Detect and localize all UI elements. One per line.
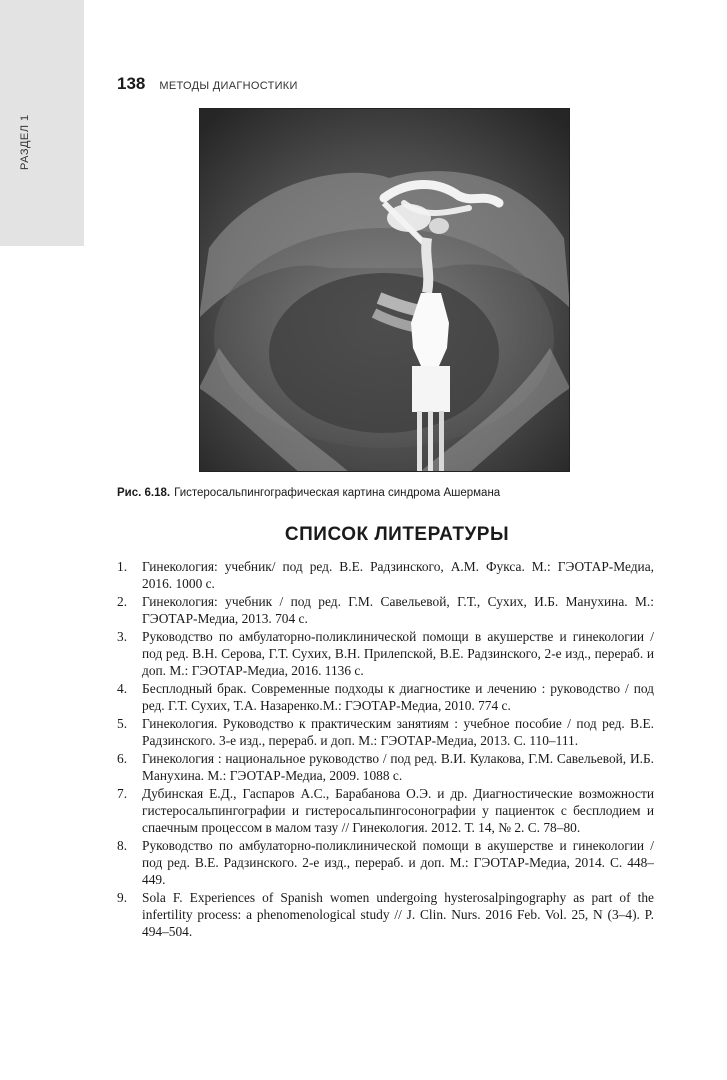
section-name: МЕТОДЫ ДИАГНОСТИКИ xyxy=(159,80,298,92)
reference-item xyxy=(117,593,654,627)
reference-text: Руководство по амбулаторно-поликлинической помощи в акушерстве и гинекологии / под ред. В.Е. Радзинского. 2-е изд., перераб. и доп. М.: ГЭОТАР-Медиа, 2014. С. 448–449. xyxy=(142,838,654,887)
xray-figure xyxy=(199,108,570,472)
reference-number: 7. xyxy=(117,786,128,801)
hysterosalpingogram-image xyxy=(199,108,570,472)
reference-text: Бесплодный брак. Современные подходы к диагностике и лечению : руководство / под ред. Г.Т. Сухих, Т.А. Назаренко.М.: ГЭОТАР-Медиа, 2010. 774 с. xyxy=(142,681,654,713)
section-tab-label: РАЗДЕЛ 1 xyxy=(19,114,31,170)
reference-text: Гинекология: учебник / под ред. Г.М. Савельевой, Г.Т., Сухих, И.Б. Манухина. М.: ГЭОТАР-Медиа, 2013. 704 с. xyxy=(142,594,654,626)
reference-text: Гинекология. Руководство к практическим занятиям : учебное пособие / под ред. В.Е. Радзинского. 3-е изд., перераб. и доп. М.: ГЭОТАР-Медиа, 2013. С. 110–111. xyxy=(142,716,654,748)
reference-number: 3. xyxy=(117,629,128,644)
reference-text: Гинекология: учебник/ под ред. В.Е. Радзинского, А.М. Фукса. М.: ГЭОТАР-Медиа, 2016. 1000 с. xyxy=(142,559,654,591)
reference-number: 5. xyxy=(117,716,128,731)
reference-number: 8. xyxy=(117,838,128,853)
section-tab xyxy=(0,0,84,246)
reference-text: Дубинская Е.Д., Гаспаров А.С., Барабанова О.Э. и др. Диагностические возможности гистеросальпингографии и гистеросальпингосонографии у пациенток с бесплодием и спаечным процессом в малом тазу // Гинекология. 2012. Т. 14, № 2. С. 78–80. xyxy=(142,786,654,835)
reference-number: 9. xyxy=(117,890,128,905)
reference-item xyxy=(117,750,654,784)
reference-item xyxy=(117,680,654,714)
reference-number: 1. xyxy=(117,559,128,574)
reference-number: 6. xyxy=(117,751,128,766)
reference-list xyxy=(117,558,654,941)
figure-caption xyxy=(117,487,677,499)
page-number: 138 xyxy=(117,74,146,93)
reference-text: Гинекология : национальное руководство / под ред. В.И. Кулакова, Г.М. Савельевой, И.Б. Манухина. М.: ГЭОТАР-Медиа, 2009. 1088 с. xyxy=(142,751,654,783)
reference-text: Sola F. Experiences of Spanish women undergoing hysterosalpingography as part of the infertility process: a phenomenological study // J. Clin. Nurs. 2016 Feb. Vol. 25, N (3–4). P. 494–504. xyxy=(142,890,654,939)
reference-item xyxy=(117,628,654,679)
references-heading: СПИСОК ЛИТЕРАТУРЫ xyxy=(284,524,510,545)
figure-caption-text: Гистеросальпингографическая картина синдрома Ашермана xyxy=(174,487,501,499)
reference-item xyxy=(117,715,654,749)
reference-item xyxy=(117,837,654,888)
figure-label: Рис. 6.18. xyxy=(117,487,171,499)
reference-text: Руководство по амбулаторно-поликлинической помощи в акушерстве и гинекологии / под ред. В.Н. Серова, Г.Т. Сухих, В.Н. Прилепской, В.Е. Радзинского, 2-е изд., перераб. и доп. М.: ГЭОТАР-Медиа, 2016. 1136 с. xyxy=(142,629,654,678)
running-head xyxy=(117,74,298,94)
reference-number: 4. xyxy=(117,681,128,696)
reference-number: 2. xyxy=(117,594,128,609)
reference-item xyxy=(117,889,654,940)
reference-item xyxy=(117,785,654,836)
reference-item xyxy=(117,558,654,592)
